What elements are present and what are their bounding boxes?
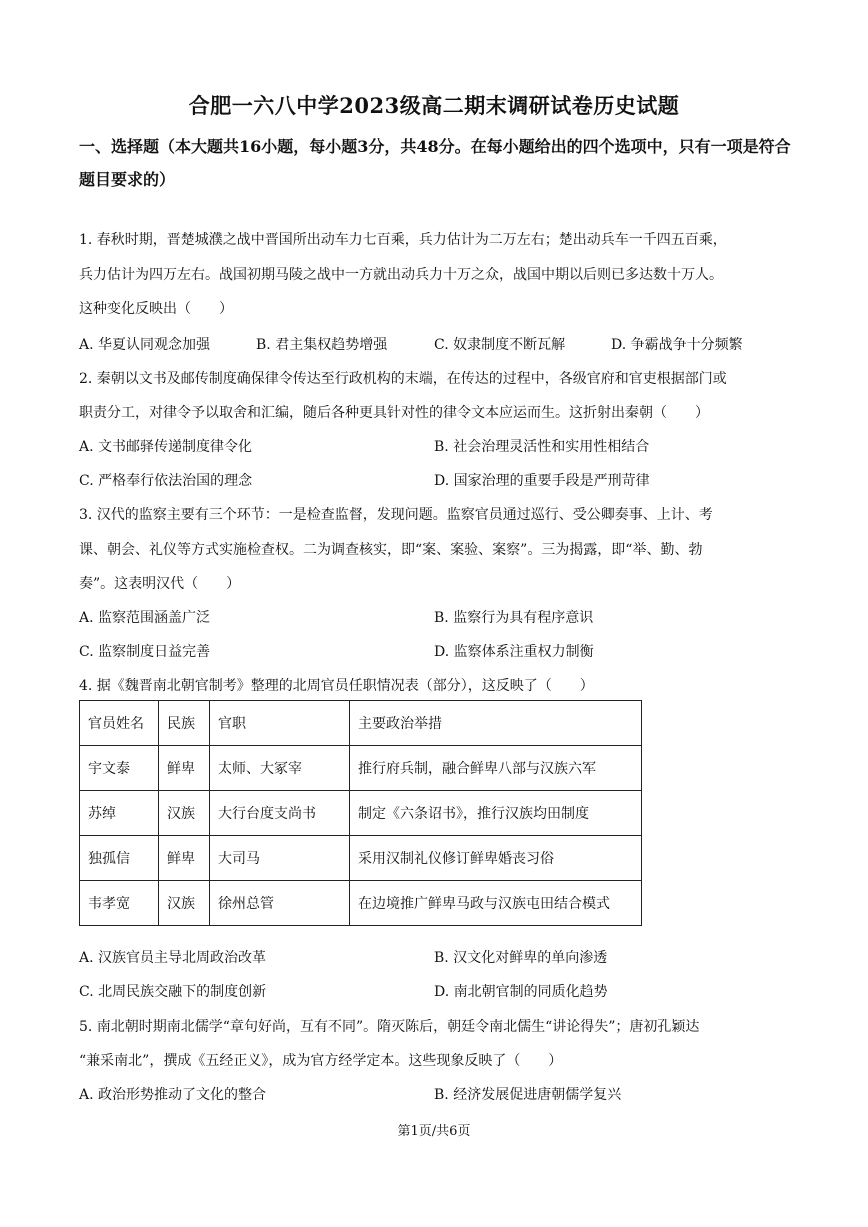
table-cell: 推行府兵制，融合鲜卑八部与汉族六军 (350, 746, 642, 791)
q2-option-c: C. 严格奉行依法治国的理念 (79, 473, 253, 489)
q3-line-2: 课、朝会、礼仪等方式实施检查权。二为调查核实，即“案、案验、案察”。三为揭露，即“举、勤、勃 (79, 542, 703, 558)
table-row (80, 791, 642, 836)
table-row (80, 746, 642, 791)
q4-line-1: 4. 据《魏晋南北朝官制考》整理的北周官员任职情况表（部分），这反映了（ ） (79, 678, 594, 694)
q1-option-a: A. 华夏认同观念加强 (79, 337, 211, 353)
q3-line-3: 奏”。这表明汉代（ ） (79, 576, 241, 592)
table-header-row (80, 701, 642, 746)
table-cell: 在边境推广鲜卑马政与汉族屯田结合模式 (350, 881, 642, 926)
q5-option-a: A. 政治形势推动了文化的整合 (79, 1087, 267, 1103)
table-cell: 太师、大冢宰 (210, 746, 350, 791)
q2-line-2: 职责分工，对律令予以取舍和汇编，随后各种更具针对性的律令文本应运而生。这折射出秦朝（ ） (79, 405, 709, 421)
q4-option-d: D. 南北朝官制的同质化趋势 (434, 984, 608, 1000)
table-cell: 制定《六条诏书》，推行汉族均田制度 (350, 791, 642, 836)
table-cell: 徐州总管 (210, 881, 350, 926)
table-header-cell: 官员姓名 (80, 701, 159, 746)
q1-line-2: 兵力估计为四万左右。战国初期马陵之战中一方就出动兵力十万之众，战国中期以后则已多达数十万人。 (79, 267, 723, 283)
table-header-cell: 主要政治举措 (350, 701, 642, 746)
q2-line-1: 2. 秦朝以文书及邮传制度确保律令传达至行政机构的末端，在传达的过程中，各级官府和官吏根据部门或 (79, 371, 727, 387)
table-header-cell: 民族 (159, 701, 210, 746)
q1-line-3: 这种变化反映出（ ） (79, 301, 233, 317)
q4-option-a: A. 汉族官员主导北周政治改革 (79, 950, 267, 966)
table-row (80, 881, 642, 926)
page-footer: 第1页/共6页 (397, 1124, 471, 1139)
q1-line-1: 1. 春秋时期，晋楚城濮之战中晋国所出动车力七百乘，兵力估计为二万左右；楚出动兵车一千四五百乘， (79, 232, 727, 248)
q4-option-c: C. 北周民族交融下的制度创新 (79, 984, 267, 1000)
q5-line-2: “兼采南北”，撰成《五经正义》，成为官方经学定本。这些现象反映了（ ） (79, 1053, 563, 1069)
table-header-cell: 官职 (210, 701, 350, 746)
section-heading: 一、选择题（本大题共16小题，每小题3分，共48分。在每小题给出的四个选项中，只有一项是符合题目要求的） (79, 137, 791, 189)
table-cell: 大司马 (210, 836, 350, 881)
q3-option-a: A. 监察范围涵盖广泛 (79, 610, 211, 626)
q3-option-b: B. 监察行为具有程序意识 (434, 610, 594, 626)
q1-option-c: C. 奴隶制度不断瓦解 (434, 337, 566, 353)
q4-option-b: B. 汉文化对鲜卑的单向渗透 (434, 950, 608, 966)
q3-line-1: 3. 汉代的监察主要有三个环节：一是检查监督，发现问题。监察官员通过巡行、受公卿奏事、上计、考 (79, 507, 713, 523)
table-cell: 宇文泰 (80, 746, 159, 791)
q2-option-b: B. 社会治理灵活性和实用性相结合 (434, 439, 650, 455)
table-cell: 汉族 (159, 881, 210, 926)
table-cell: 苏绰 (80, 791, 159, 836)
q1-option-b: B. 君主集权趋势增强 (256, 337, 388, 353)
officials-table (79, 700, 642, 926)
table-cell: 大行台度支尚书 (210, 791, 350, 836)
q3-option-d: D. 监察体系注重权力制衡 (434, 644, 594, 660)
q5-option-b: B. 经济发展促进唐朝儒学复兴 (434, 1087, 622, 1103)
page-title: 合肥一六八中学2023级高二期末调研试卷历史试题 (188, 93, 680, 118)
table-cell: 采用汉制礼仪修订鲜卑婚丧习俗 (350, 836, 642, 881)
q2-option-d: D. 国家治理的重要手段是严刑苛律 (434, 473, 650, 489)
table-cell: 汉族 (159, 791, 210, 836)
q5-line-1: 5. 南北朝时期南北儒学“章句好尚，互有不同”。隋灭陈后，朝廷令南北儒生“讲论得失”；唐初孔颖达 (79, 1019, 700, 1035)
table-cell: 韦孝宽 (80, 881, 159, 926)
table-row (80, 836, 642, 881)
q2-option-a: A. 文书邮驿传递制度律令化 (79, 439, 253, 455)
table-cell: 鲜卑 (159, 746, 210, 791)
q3-option-c: C. 监察制度日益完善 (79, 644, 211, 660)
table-cell: 独孤信 (80, 836, 159, 881)
table-cell: 鲜卑 (159, 836, 210, 881)
q1-option-d: D. 争霸战争十分频繁 (611, 337, 743, 353)
